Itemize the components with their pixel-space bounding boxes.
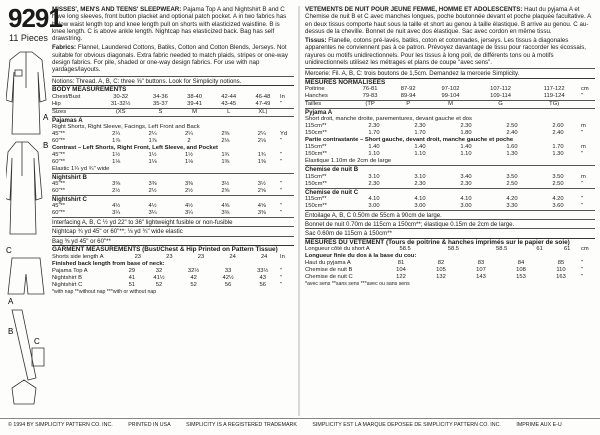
longueur-finie-table: Haut du pyjama A 81 82 83 84 85 " Chemise de nuit B 104 105 107 108 110 " Chemise de nuit C 122 132 143 153 163 " xyxy=(305,260,584,281)
fr-nap-footnote: *avec sens **sans sens ***avec ou sans sens xyxy=(305,281,410,288)
printed-text: PRINTED IN USA xyxy=(128,422,171,428)
pieces-count: 11 Pieces xyxy=(9,33,48,43)
copyright-text: © 1994 BY SIMPLICITY PATTERN CO. INC. xyxy=(8,422,113,428)
chemise-c-title: Chemise de nuit C xyxy=(305,188,595,196)
pattern-number: 9291 xyxy=(8,3,62,33)
fr-mercerie: Mercerie: Fil. A, B, C: trois boutons de 1,5cm. Demandez la mercerie Simplicity. xyxy=(305,68,595,77)
pajamas-a-title: Pajamas A xyxy=(52,116,294,124)
sizes-row: Sizes (XS S M L XL) xyxy=(52,108,294,116)
fr-tissus: Tissus: Flanelle, cotons pré-lavés, batiks, coton et cotonnades, jerseys. Les tissus à diagonales apparentes ne conviennent pas à ce patron. Prévoyez davantage de tissu pour raccorder les écossais, rayures ou motifs unidirectionnels. Pour les tissus à long poil, de différents tons ou à motifs unidirectionnels utilisez les métrages et plans de coupe "avec sens". xyxy=(305,37,587,67)
partie-contrastante-metrage: 115cm** 1.40 1.40 1.40 1.60 1.70 m 150cm** 1.10 1.10 1.10 1.30 1.30 " xyxy=(305,144,586,158)
entoilage-note: Entoilage A, B, C 0.50m de 55cm à 90cm de large. xyxy=(305,210,595,219)
bonnet-note: Bonnet de nuit 0.70m de 115cm a 150cm**; élastique 0.15m de 2cm de large. xyxy=(305,219,595,228)
chemise-b-title: Chemise de nuit B xyxy=(305,165,595,173)
nightshirt-b-title: Nightshirt B xyxy=(52,173,294,181)
bag-note: Bag ⅜ yd 45" or 60"** xyxy=(52,236,294,245)
sleeve-sketch xyxy=(12,310,36,380)
partie-contrastante-desc: Partie contrastante – Short gauche, devant droit, manche gauche et poche xyxy=(305,137,514,144)
en-intro: MISSES', MEN'S AND TEENS' SLEEPWEAR: Pajama Top A and Nightshirt B and C have long sleeves, front button placket and optional patch pocket. A in two fabrics has below waist length top and knee length pull on shorts with elasticized waistline. B is knee length. C is above ankle length. Nightcap has elasticized back. Bag has self drawstring. xyxy=(52,6,287,43)
pajamas-a-yardage: 45"** 2¼ 2¼ 2¼ 2⅜ 2¼ Yd 60"** 1⅞ 1⅞ 2 2⅛ 2⅛ " xyxy=(52,130,288,144)
bag-sketch xyxy=(32,348,44,366)
shorts-length-table: Shorts side length A 23 23 23 24 24 In xyxy=(52,253,285,260)
sketch-label-b: B xyxy=(43,141,49,150)
nightshirt-b-yardage: 45"** 3⅜ 3⅜ 3⅜ 3½ 3½ " 60"** 2½ 2½ 2½ 2⅝ 2⅝ " xyxy=(52,180,283,194)
chemise-b-metrage: 115cm** 3.10 3.10 3.40 3.50 3.50 m 150cm** 2.30 2.30 2.30 2.50 2.50 " xyxy=(305,173,586,187)
garment-measurements-title: GARMENT MEASUREMENTS (Bust/Chest & Hip Printed on Pattern Tissue) xyxy=(52,245,294,254)
chest-row: Chest/Bust 30-32 34-36 38-40 42-44 46-48 In xyxy=(52,93,285,100)
contrast-desc: Contrast – Left Shorts, Right Front, Left Sleeve, and Pocket xyxy=(52,144,218,151)
fr-intro: VETEMENTS DE NUIT POUR JEUNE FEMME, HOMME ET ADOLESCENTS: Haut du pyjama A et Chemise de nuit B et C avec manches longues, poche boutonnée devant et poche plaquée facultative. A en deux tissus comporte haut sous la taille et short au genou à taille élastique. B arrive au genou. C au-dessus de la cheville. Bonnet de nuit avec dos élastique. Sac avec cordon en même tissu. xyxy=(305,6,591,35)
shorts-sketch xyxy=(8,258,44,294)
sketch-label-b2: B xyxy=(8,327,14,336)
pajamas-a-desc: Right Shorts, Right Sleeve, Facings, Left Front and Back xyxy=(52,123,200,130)
imprime-text: IMPRIME AUX E-U xyxy=(516,422,562,428)
elastic-note: Elastic 1¼ yd ¾" wide xyxy=(52,165,110,172)
nightcap-note: Nightcap ¾ yd 45" or 60"**; ⅛ yd ¾" wide elastic xyxy=(52,226,294,235)
sketch-label-c: C xyxy=(6,246,12,255)
trademark-text: SIMPLICITY IS A REGISTERED TRADEMARK xyxy=(186,422,297,428)
contrast-yardage: 45"** 1½ 1½ 1½ 1¾ 1¾ " 60"** 1⅛ 1⅛ 1⅛ 1⅜ 1⅜ " xyxy=(52,151,283,165)
longueur-finie-title: Longueur finie du dos à la base du cou: xyxy=(305,253,417,260)
longueur-short-table: Longueur côté du short A 58.5 58.5 58.5 61 61 cm xyxy=(305,246,589,253)
fr-size-table: Poitrine 76-81 87-92 97-102 107-112 117-122 cm Hanches 79-83 89-94 99-104 109-114 119-124 " Tailles (TP P M G TG) xyxy=(305,86,595,108)
en-size-table xyxy=(52,94,294,116)
french-column xyxy=(305,6,595,288)
hip-row: Hip 31-32½ 35-37 39-41 43-45 47-49 " xyxy=(52,100,283,107)
finished-back-title: Finished back length from base of neck: xyxy=(52,260,165,267)
sketch-label-a2: A xyxy=(8,297,14,306)
fr-trademark-text: SIMPLICITY EST LA MARQUE DEPOSEE DE SIMPLICITY PATTERN CO. INC. xyxy=(312,422,501,428)
elastique-note: Élastique 1.10m de 2cm de large xyxy=(305,158,392,165)
nightshirt-c-title: Nightshirt C xyxy=(52,195,294,203)
pyjama-a-title: Pyjama A xyxy=(305,108,595,116)
sketch-label-a: A xyxy=(43,113,49,122)
en-fabrics: Fabrics: Flannel, Laundered Cottons, Batiks, Cotton and Cotton Blends, Jerseys. Not suitable for obvious diagonals. Extra fabric needed to match plaids, stripes or one-way design fabrics. For pile, shaded or one-way design fabrics. For use with nap yardages/layouts. xyxy=(52,44,288,74)
garment-sketches xyxy=(6,48,50,418)
sac-note: Sac 0.60m de 115cm à 150cm** xyxy=(305,228,595,237)
pyjama-a-desc: Short droit, manche droite, parementures, devant gauche et dos xyxy=(305,116,473,123)
fr-mesures-title: MESURES NORMALISEES xyxy=(305,78,595,87)
nightcap-sketch xyxy=(12,380,36,404)
en-body-measurements-title: BODY MEASUREMENTS xyxy=(52,85,294,94)
fold-line xyxy=(298,6,300,416)
envelope-footer xyxy=(0,418,600,435)
pyjama-a-metrage: 115cm** 2.30 2.30 2.30 2.50 2.60 m 150cm** 1.70 1.70 1.80 2.40 2.40 " xyxy=(305,123,586,137)
long-nightshirt-sketch xyxy=(6,142,42,234)
en-notions: Notions: Thread. A, B, C: three ⅝" buttons. Look for Simplicity notions. xyxy=(52,76,294,85)
sketch-label-c2: C xyxy=(34,337,40,346)
finished-back-table: Pajama Top A 29 32 32½ 33 33½ " Nightshirt B 41 41½ 42 42½ 43 " Nightshirt C 51 52 52 56 56 " xyxy=(52,267,283,288)
nightshirt-c-yardage: 45"** 4½ 4½ 4½ 4⅝ 4⅝ " 60"** 3¼ 3¼ 3¼ 3⅜ 3⅜ " xyxy=(52,203,283,217)
chemise-c-metrage: 115cm** 4.10 4.10 4.10 4.20 4.20 " 150cm** 3.00 3.00 3.00 3.30 3.60 " xyxy=(305,195,584,209)
mesures-vetement-title: MESURES DU VETEMENT (Tours de poitrine & hanches imprimés sur le papier de soie) xyxy=(305,238,595,247)
english-column xyxy=(52,6,294,295)
en-nap-footnote: *with nap **without nap ***with or without nap xyxy=(52,288,157,295)
interfacing-note: Interfacing A, B, C ½ yd 22" to 36" lightweight fusible or non-fusible xyxy=(52,217,294,226)
